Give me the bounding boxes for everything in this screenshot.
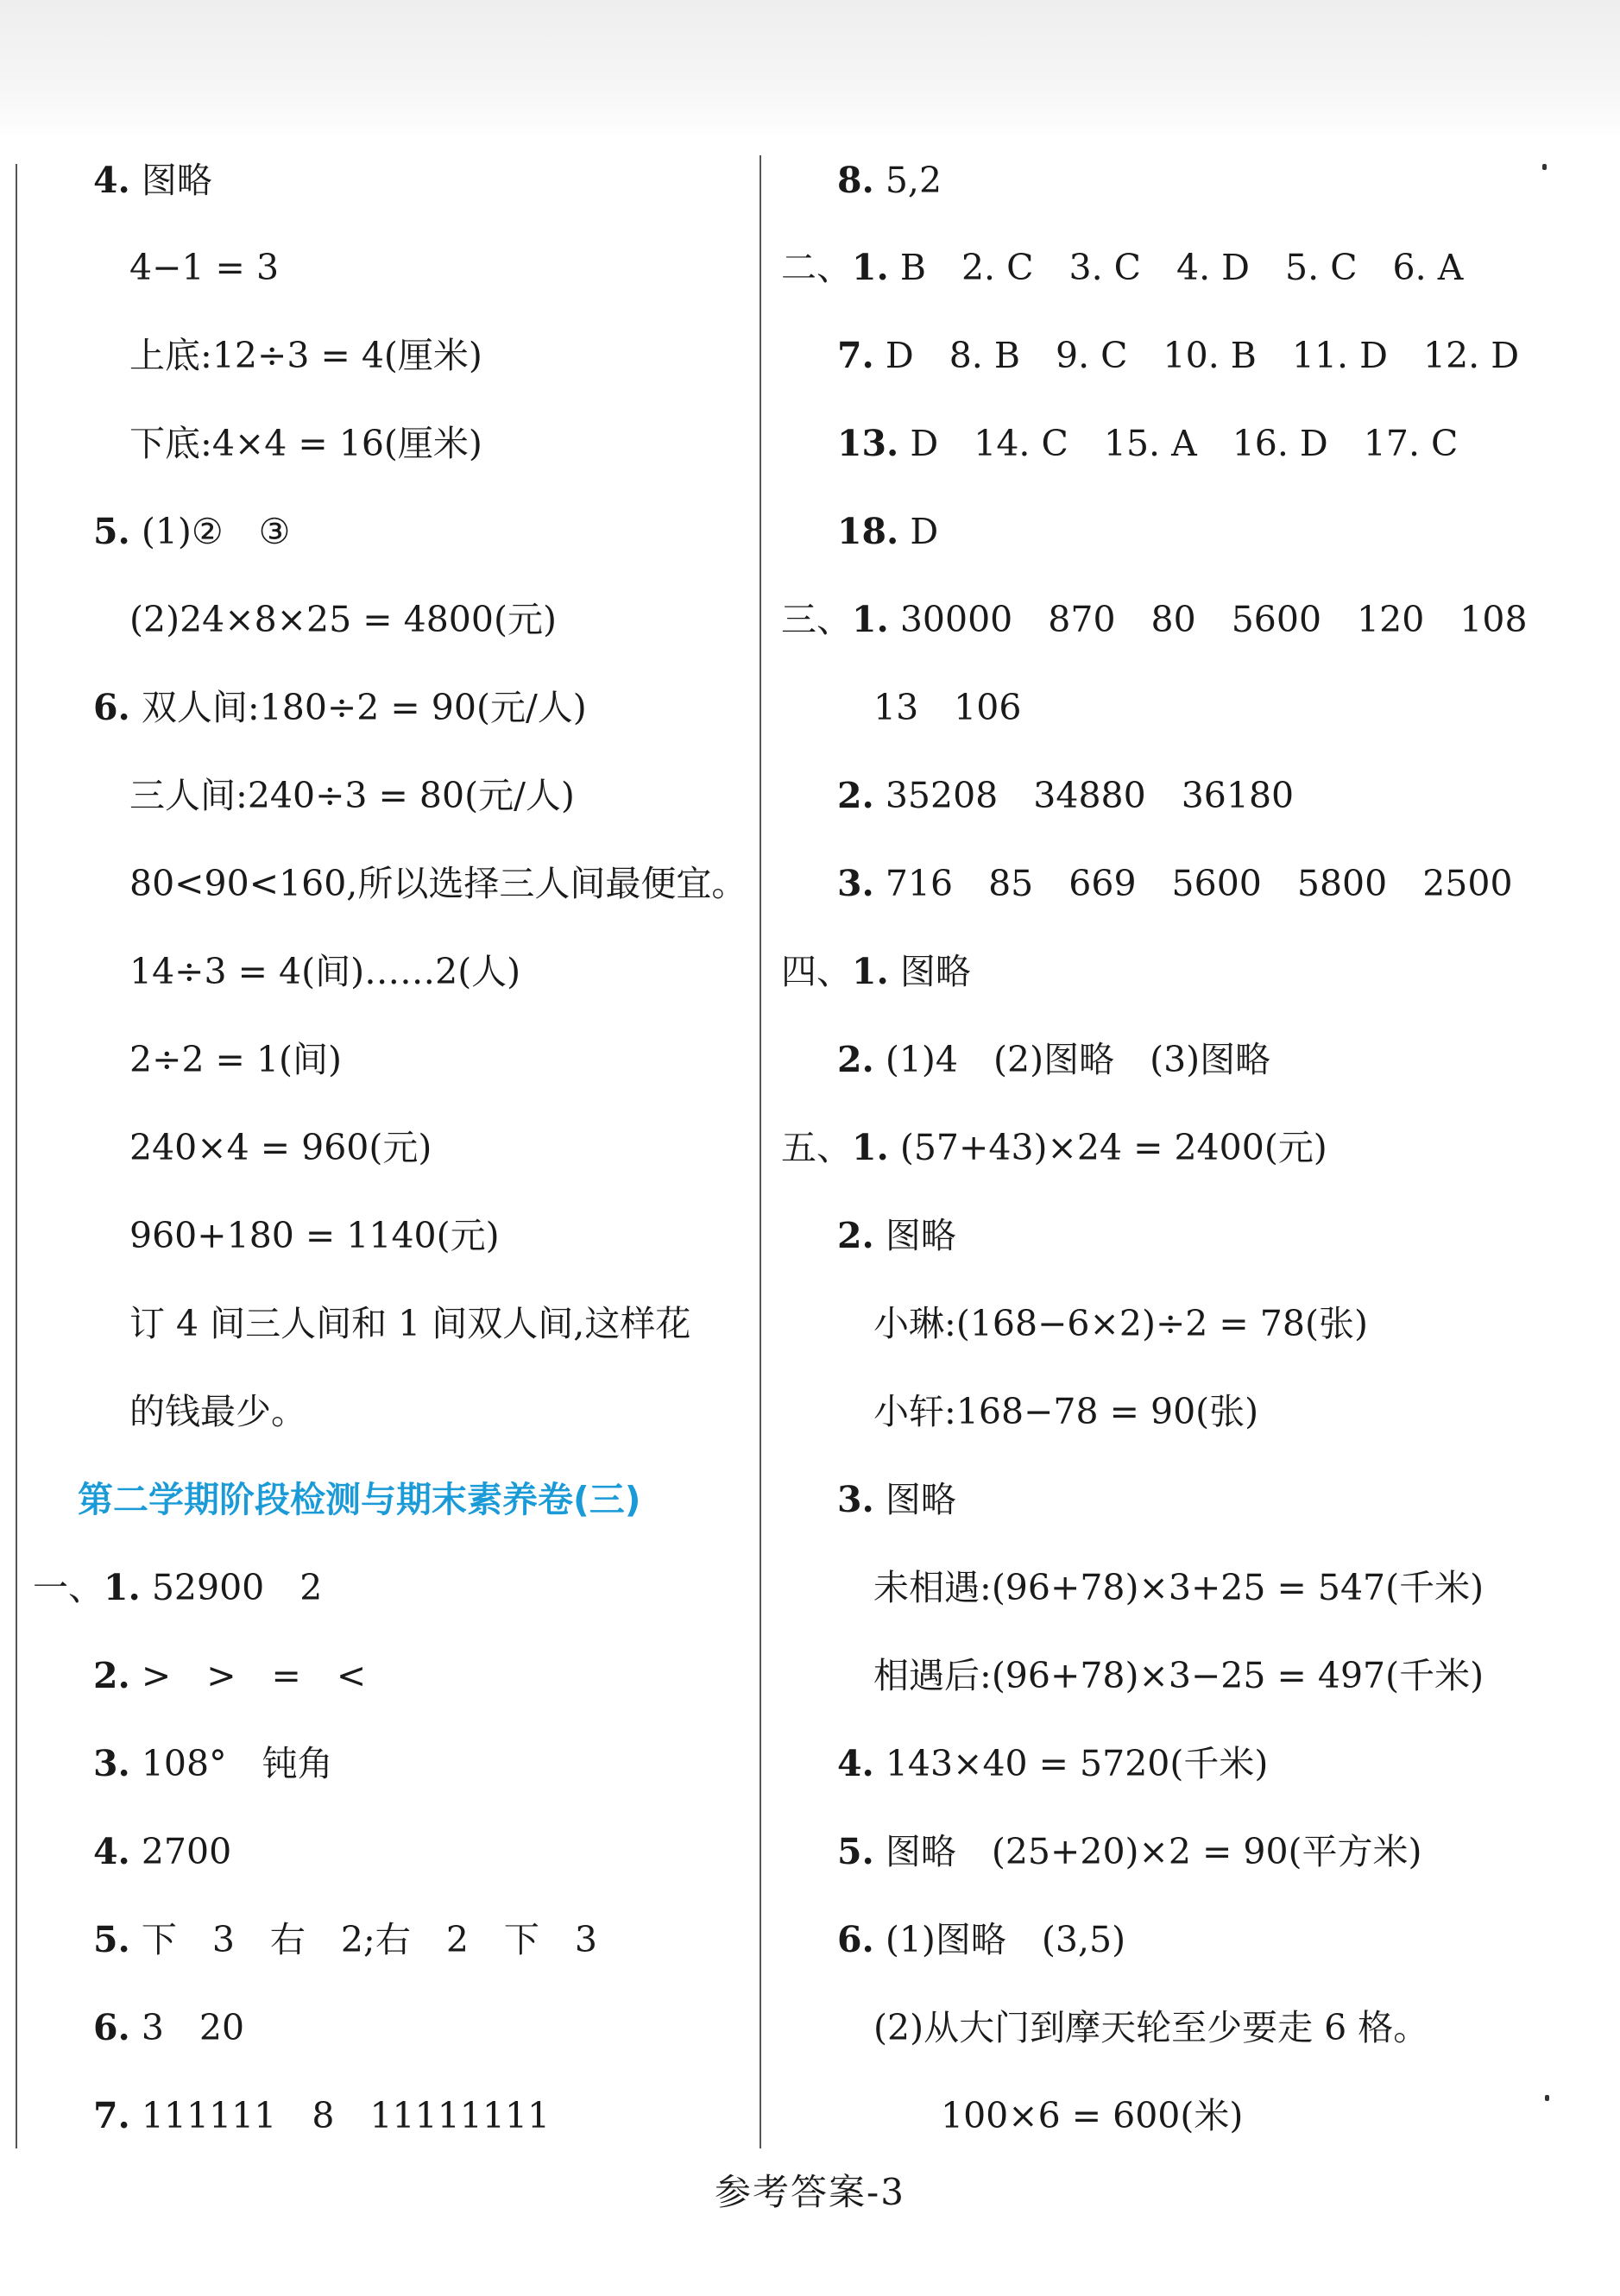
answer-line: 3. 716 85 669 5600 5800 2500 bbox=[837, 863, 1513, 904]
answer-line: 三、1. 30000 870 80 5600 120 108 bbox=[781, 599, 1528, 640]
answer-line: 4. 143×40 = 5720(千米) bbox=[837, 1743, 1269, 1784]
answer-line: 7. D 8. B 9. C 10. B 11. D 12. D bbox=[837, 335, 1520, 376]
answer-line: 的钱最少。 bbox=[129, 1391, 306, 1432]
page-footer: 参考答案-3 bbox=[715, 2171, 905, 2213]
answer-line: 未相遇:(96+78)×3+25 = 547(千米) bbox=[873, 1567, 1484, 1608]
answer-line: 960+180 = 1140(元) bbox=[129, 1215, 500, 1256]
answer-line: 小轩:168−78 = 90(张) bbox=[873, 1391, 1259, 1432]
answer-line: 6. 双人间:180÷2 = 90(元/人) bbox=[93, 687, 587, 728]
answer-line: (2)24×8×25 = 4800(元) bbox=[129, 599, 557, 640]
answer-line: (2)从大门到摩天轮至少要走 6 格。 bbox=[873, 2007, 1429, 2048]
answer-line: 下底:4×4 = 16(厘米) bbox=[129, 423, 482, 464]
answer-line: 上底:12÷3 = 4(厘米) bbox=[129, 335, 482, 376]
section-title: 第二学期阶段检测与期末素养卷(三) bbox=[78, 1479, 641, 1520]
answer-line: 80<90<160,所以选择三人间最便宜。 bbox=[129, 863, 747, 904]
answer-line: 8. 5,2 bbox=[837, 160, 942, 201]
answer-line: 2. 35208 34880 36180 bbox=[837, 775, 1295, 816]
answer-line: 三人间:240÷3 = 80(元/人) bbox=[129, 775, 575, 816]
answer-line: 4. 2700 bbox=[93, 1831, 232, 1872]
answer-line: 订 4 间三人间和 1 间双人间,这样花 bbox=[129, 1303, 691, 1344]
answer-line: 4. 图略 bbox=[93, 160, 212, 201]
answer-line: 四、1. 图略 bbox=[781, 951, 971, 992]
answer-line: 5. 图略 (25+20)×2 = 90(平方米) bbox=[837, 1831, 1422, 1872]
answer-line: 一、1. 52900 2 bbox=[33, 1567, 323, 1608]
answer-line: 2. (1)4 (2)图略 (3)图略 bbox=[837, 1039, 1271, 1080]
answer-line: 100×6 = 600(米) bbox=[941, 2095, 1244, 2136]
answer-line: 二、1. B 2. C 3. C 4. D 5. C 6. A bbox=[781, 247, 1464, 288]
answer-line: 13 106 bbox=[873, 687, 1022, 728]
answer-line: 小琳:(168−6×2)÷2 = 78(张) bbox=[873, 1303, 1368, 1344]
answer-line: 3. 图略 bbox=[837, 1479, 956, 1520]
answer-line: 240×4 = 960(元) bbox=[129, 1127, 432, 1168]
answer-line: 2÷2 = 1(间) bbox=[129, 1039, 343, 1080]
answer-line: 5. 下 3 右 2;右 2 下 3 bbox=[93, 1919, 597, 1960]
answer-line: 相遇后:(96+78)×3−25 = 497(千米) bbox=[873, 1655, 1484, 1696]
answer-line: 4−1 = 3 bbox=[129, 247, 280, 288]
answer-line: 18. D bbox=[837, 511, 939, 552]
answer-line: 5. (1)② ③ bbox=[93, 511, 291, 552]
answer-line: 13. D 14. C 15. A 16. D 17. C bbox=[837, 423, 1459, 464]
answer-line: 3. 108° 钝角 bbox=[93, 1743, 333, 1784]
answer-line: 7. 111111 8 11111111 bbox=[93, 2095, 551, 2136]
answer-line: 2. 图略 bbox=[837, 1215, 956, 1256]
answer-line: 2. > > = < bbox=[93, 1655, 367, 1696]
answer-line: 6. (1)图略 (3,5) bbox=[837, 1919, 1126, 1960]
answer-line: 14÷3 = 4(间)……2(人) bbox=[129, 951, 521, 992]
answer-line: 五、1. (57+43)×24 = 2400(元) bbox=[781, 1127, 1327, 1168]
answer-line: 6. 3 20 bbox=[93, 2007, 245, 2048]
